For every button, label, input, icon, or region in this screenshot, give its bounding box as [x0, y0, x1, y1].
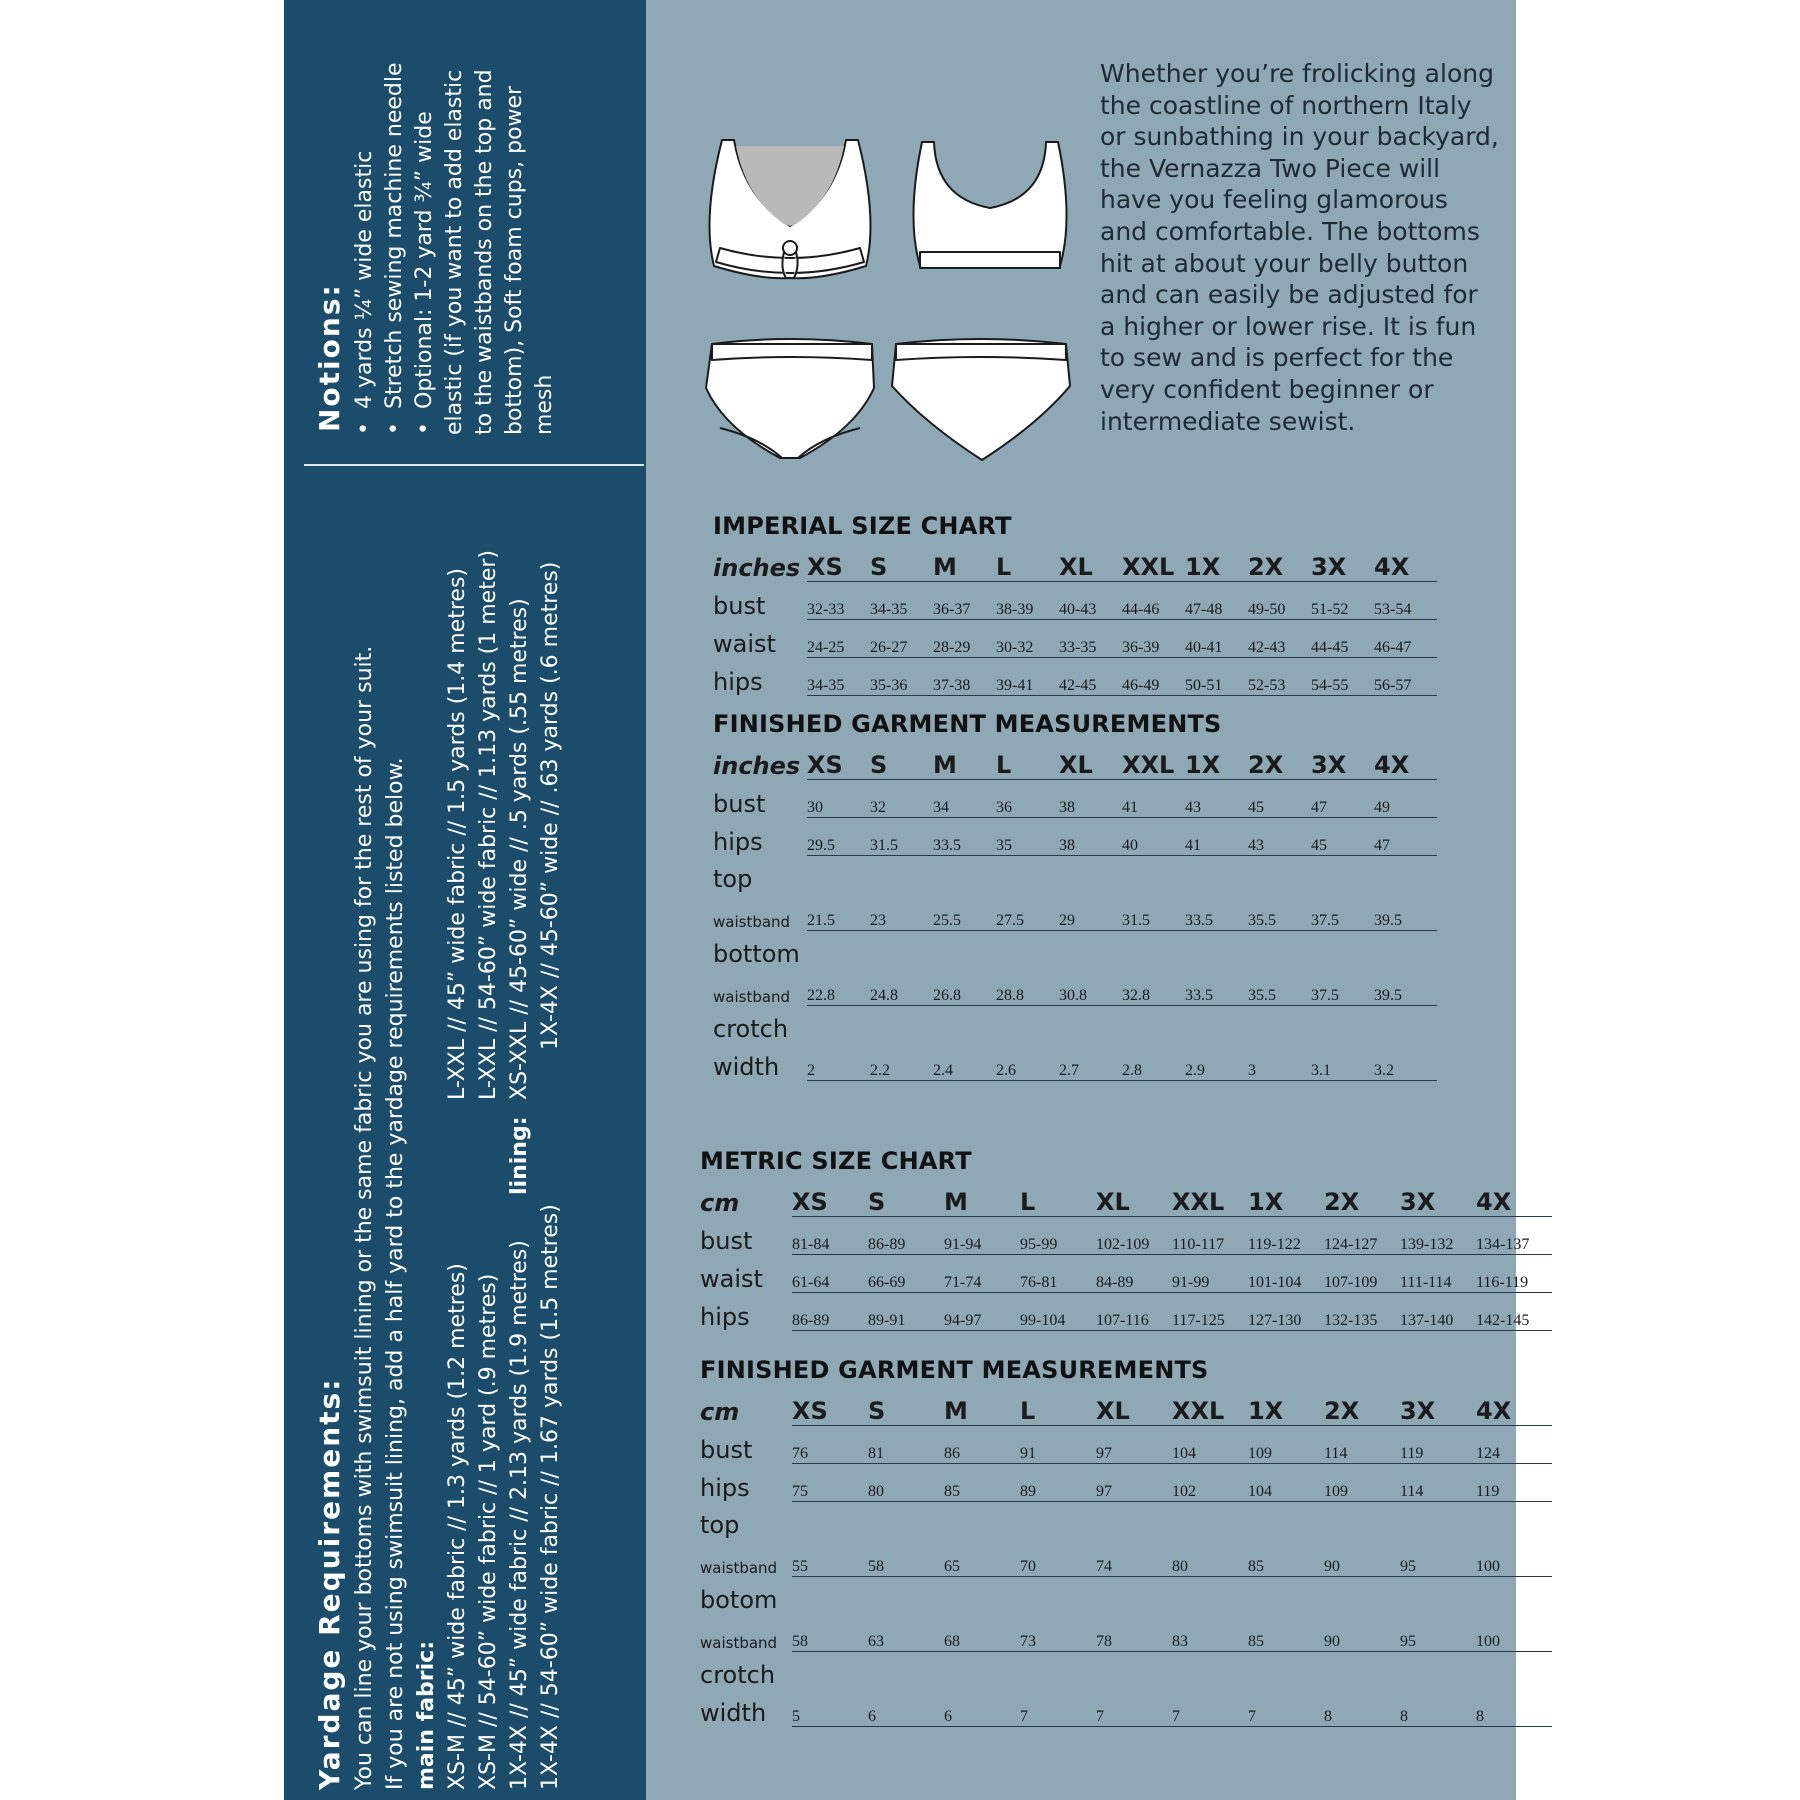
- measurement-value: 3.2: [1374, 1043, 1437, 1081]
- measurement-row: [700, 1217, 1552, 1255]
- measurement-value: 21.5: [807, 893, 870, 931]
- measurement-sublabel: waistband: [700, 1633, 778, 1652]
- measurement-value: 2.4: [933, 1043, 996, 1081]
- measurement-value: 29: [1059, 893, 1122, 931]
- notions-item-continued: to the waistbands on the top and: [472, 69, 497, 435]
- measurement-sublabel: width: [700, 1698, 767, 1727]
- measurement-label: bust: [713, 789, 766, 818]
- measurement-value: 63: [868, 1614, 944, 1652]
- measurement-sublabel: width: [713, 1052, 780, 1081]
- metric-finished-table: [700, 1388, 1552, 1727]
- unit-label: inches: [713, 751, 801, 780]
- size-header-4x: 4X: [1476, 1388, 1552, 1426]
- measurement-value: 37.5: [1311, 968, 1374, 1006]
- imperial-size-table: [713, 544, 1437, 696]
- measurement-value: 6: [944, 1689, 1020, 1727]
- measurement-label: top: [713, 865, 753, 893]
- measurement-label-row: [713, 931, 1437, 969]
- measurement-value: 32: [870, 780, 933, 818]
- size-header-3x: 3X: [1400, 1179, 1476, 1217]
- measurement-row: [700, 1464, 1552, 1502]
- measurement-value: 37.5: [1311, 893, 1374, 931]
- measurement-value: 43: [1185, 780, 1248, 818]
- size-header-row: [713, 742, 1437, 780]
- measurement-value: 5: [792, 1689, 868, 1727]
- measurement-value: 3.1: [1311, 1043, 1374, 1081]
- measurement-value: 91-99: [1172, 1255, 1248, 1293]
- size-header-1x: 1X: [1185, 544, 1248, 582]
- measurement-value: 107-116: [1096, 1293, 1172, 1331]
- measurement-label-row: [700, 1577, 1552, 1615]
- size-header-m: M: [933, 742, 996, 780]
- size-header-2x: 2X: [1248, 742, 1311, 780]
- measurement-value: 85: [1248, 1539, 1324, 1577]
- unit-label: cm: [700, 1188, 740, 1217]
- measurement-label: crotch: [700, 1661, 776, 1689]
- yardage-row: XS-M // 45” wide fabric // 1.3 yards (1.2 metres)L-XXL // 45” wide fabric // 1.5 yards (1.4 metres): [445, 567, 470, 1790]
- measurement-value: 30-32: [996, 620, 1059, 658]
- unit-label: inches: [713, 553, 801, 582]
- metric-size-table: [700, 1179, 1552, 1331]
- measurement-value: 33.5: [1185, 968, 1248, 1006]
- measurement-row: [700, 1293, 1552, 1331]
- measurement-value: 100: [1476, 1539, 1552, 1577]
- measurement-value: 47: [1374, 818, 1437, 856]
- measurement-value: 111-114: [1400, 1255, 1476, 1293]
- notions-title: Notions:: [313, 283, 346, 432]
- measurement-value: 29.5: [807, 818, 870, 856]
- size-header-m: M: [944, 1179, 1020, 1217]
- pattern-description: Whether you’re frolicking along the coastline of northern Italy or sunbathing in your backyard, the Vernazza Two Piece will have you feeling glamorous and comfortable. The bottoms hit at about your belly button and can easily be adjusted for a higher or lower rise. It is fun to sew and is perfect for the very confident beginner or intermediate sewist.: [1100, 59, 1499, 436]
- measurement-label: top: [700, 1511, 740, 1539]
- measurement-value: 31.5: [1122, 893, 1185, 931]
- measurement-value: 73: [1020, 1614, 1096, 1652]
- measurement-value: 34: [933, 780, 996, 818]
- measurement-row: [713, 780, 1437, 818]
- measurement-value: 28-29: [933, 620, 996, 658]
- measurement-value: 86-89: [868, 1217, 944, 1255]
- size-header-row: [700, 1388, 1552, 1426]
- measurement-value: 26.8: [933, 968, 996, 1006]
- measurement-value: 34-35: [807, 658, 870, 696]
- bikini-top-back: [913, 142, 1066, 266]
- size-header-4x: 4X: [1374, 544, 1437, 582]
- size-header-l: L: [1020, 1388, 1096, 1426]
- measurement-label-row: [700, 1652, 1552, 1690]
- size-header-xl: XL: [1096, 1179, 1172, 1217]
- size-header-l: L: [1020, 1179, 1096, 1217]
- measurement-value: 119-122: [1248, 1217, 1324, 1255]
- measurement-value: 2: [807, 1043, 870, 1081]
- measurement-value: 94-97: [944, 1293, 1020, 1331]
- measurement-value: 95: [1400, 1539, 1476, 1577]
- yardage-row: 1X-4X // 54-60” wide fabric // 1.67 yards (1.5 metres)1X-4X // 45-60” wide // .63 yards (.6 metres): [538, 561, 563, 1790]
- size-header-xs: XS: [792, 1388, 868, 1426]
- measurement-row: [700, 1689, 1552, 1727]
- measurement-value: 104: [1172, 1426, 1248, 1464]
- size-header-xl: XL: [1096, 1388, 1172, 1426]
- size-header-2x: 2X: [1324, 1179, 1400, 1217]
- measurement-value: 99-104: [1020, 1293, 1096, 1331]
- size-header-row: [713, 544, 1437, 582]
- measurement-value: 100: [1476, 1614, 1552, 1652]
- measurement-value: 35: [996, 818, 1059, 856]
- measurement-sublabel: waistband: [713, 912, 791, 931]
- yardage-row: XS-M // 54-60” wide fabric // 1 yard (.9 metres)L-XXL // 54-60” wide fabric // 1.13 yards (1 meter): [476, 550, 501, 1790]
- size-header-1x: 1X: [1248, 1179, 1324, 1217]
- measurement-value: 46-47: [1374, 620, 1437, 658]
- measurement-value: 32.8: [1122, 968, 1185, 1006]
- measurement-label: waist: [713, 629, 776, 658]
- measurement-value: 49: [1374, 780, 1437, 818]
- notions-item-continued: bottom), Soft foam cups, power: [502, 85, 527, 435]
- measurement-row: [713, 620, 1437, 658]
- measurement-value: 8: [1476, 1689, 1552, 1727]
- size-header-xxl: XXL: [1172, 1179, 1248, 1217]
- size-header-2x: 2X: [1324, 1388, 1400, 1426]
- measurement-value: 6: [868, 1689, 944, 1727]
- measurement-value: 134-137: [1476, 1217, 1552, 1255]
- measurement-value: 139-132: [1400, 1217, 1476, 1255]
- size-header-xs: XS: [807, 742, 870, 780]
- measurement-value: 7: [1172, 1689, 1248, 1727]
- measurement-value: 41: [1122, 780, 1185, 818]
- yardage-title: Yardage Requirements:: [313, 1377, 346, 1790]
- measurement-label-row: [713, 1006, 1437, 1044]
- measurement-value: 32-33: [807, 582, 870, 620]
- size-header-1x: 1X: [1248, 1388, 1324, 1426]
- unit-label: cm: [700, 1397, 740, 1426]
- imperial-size-chart-title: IMPERIAL SIZE CHART: [713, 512, 1012, 540]
- measurement-value: 119: [1400, 1426, 1476, 1464]
- measurement-value: 85: [1248, 1614, 1324, 1652]
- measurement-value: 46-49: [1122, 658, 1185, 696]
- measurement-value: 76: [792, 1426, 868, 1464]
- measurement-value: 24.8: [870, 968, 933, 1006]
- measurement-value: 86-89: [792, 1293, 868, 1331]
- measurement-label: bust: [700, 1226, 753, 1255]
- measurement-value: 35.5: [1248, 968, 1311, 1006]
- measurement-value: 90: [1324, 1539, 1400, 1577]
- yardage-body: [352, 550, 569, 1790]
- measurement-value: 31.5: [870, 818, 933, 856]
- measurement-value: 25.5: [933, 893, 996, 931]
- measurement-value: 91: [1020, 1426, 1096, 1464]
- size-header-xs: XS: [792, 1179, 868, 1217]
- measurement-value: 61-64: [792, 1255, 868, 1293]
- measurement-row: [700, 1614, 1552, 1652]
- notions-list: [352, 62, 562, 435]
- measurement-value: 104: [1248, 1464, 1324, 1502]
- measurement-value: 34-35: [870, 582, 933, 620]
- imperial-finished-title: FINISHED GARMENT MEASUREMENTS: [713, 710, 1222, 738]
- measurement-row: [700, 1255, 1552, 1293]
- measurement-label-row: [713, 856, 1437, 894]
- measurement-value: 80: [1172, 1539, 1248, 1577]
- measurement-value: 97: [1096, 1426, 1172, 1464]
- measurement-value: 119: [1476, 1464, 1552, 1502]
- measurement-value: 2.2: [870, 1043, 933, 1081]
- measurement-value: 38: [1059, 818, 1122, 856]
- measurement-value: 28.8: [996, 968, 1059, 1006]
- measurement-value: 26-27: [870, 620, 933, 658]
- measurement-value: 124: [1476, 1426, 1552, 1464]
- measurement-value: 39-41: [996, 658, 1059, 696]
- measurement-row: [700, 1426, 1552, 1464]
- measurement-value: 74: [1096, 1539, 1172, 1577]
- measurement-value: 44-45: [1311, 620, 1374, 658]
- size-header-m: M: [944, 1388, 1020, 1426]
- measurement-value: 24-25: [807, 620, 870, 658]
- measurement-value: 22.8: [807, 968, 870, 1006]
- measurement-value: 41: [1185, 818, 1248, 856]
- measurement-value: 3: [1248, 1043, 1311, 1081]
- measurement-value: 7: [1248, 1689, 1324, 1727]
- measurement-value: 33-35: [1059, 620, 1122, 658]
- measurement-value: 102: [1172, 1464, 1248, 1502]
- measurement-value: 2.9: [1185, 1043, 1248, 1081]
- measurement-value: 30: [807, 780, 870, 818]
- measurement-value: 142-145: [1476, 1293, 1552, 1331]
- measurement-value: 2.8: [1122, 1043, 1185, 1081]
- measurement-value: 51-52: [1311, 582, 1374, 620]
- measurement-value: 7: [1096, 1689, 1172, 1727]
- yardage-intro: If you are not using swimsuit lining, add a half yard to the yardage requirements listed below.: [383, 757, 408, 1790]
- size-header-1x: 1X: [1185, 742, 1248, 780]
- measurement-value: 66-69: [868, 1255, 944, 1293]
- size-header-xxl: XXL: [1172, 1388, 1248, 1426]
- size-header-l: L: [996, 544, 1059, 582]
- measurement-value: 84-89: [1096, 1255, 1172, 1293]
- measurement-value: 95: [1400, 1614, 1476, 1652]
- measurement-value: 68: [944, 1614, 1020, 1652]
- measurement-value: 109: [1324, 1464, 1400, 1502]
- measurement-value: 30.8: [1059, 968, 1122, 1006]
- measurement-row: [713, 968, 1437, 1006]
- measurement-value: 55: [792, 1539, 868, 1577]
- measurement-value: 40-43: [1059, 582, 1122, 620]
- measurement-value: 89: [1020, 1464, 1096, 1502]
- measurement-value: 54-55: [1311, 658, 1374, 696]
- size-header-xl: XL: [1059, 544, 1122, 582]
- measurement-value: 65: [944, 1539, 1020, 1577]
- measurement-value: 42-43: [1248, 620, 1311, 658]
- measurement-value: 114: [1400, 1464, 1476, 1502]
- measurement-label: crotch: [713, 1015, 789, 1043]
- measurement-value: 86: [944, 1426, 1020, 1464]
- measurement-row: [713, 893, 1437, 931]
- measurement-value: 35-36: [870, 658, 933, 696]
- measurement-label: waist: [700, 1264, 763, 1293]
- measurement-label: bottom: [713, 940, 800, 968]
- measurement-value: 44-46: [1122, 582, 1185, 620]
- measurement-value: 38-39: [996, 582, 1059, 620]
- measurement-value: 36-39: [1122, 620, 1185, 658]
- size-header-s: S: [870, 544, 933, 582]
- size-header-xl: XL: [1059, 742, 1122, 780]
- size-header-4x: 4X: [1374, 742, 1437, 780]
- measurement-value: 91-94: [944, 1217, 1020, 1255]
- notions-item: •Optional: 1-2 yard ¾” wide: [412, 111, 437, 435]
- metric-finished-title: FINISHED GARMENT MEASUREMENTS: [700, 1356, 1209, 1384]
- measurement-value: 45: [1311, 818, 1374, 856]
- measurement-row: [713, 658, 1437, 696]
- measurement-value: 43: [1248, 818, 1311, 856]
- measurement-label: hips: [713, 667, 763, 696]
- measurement-value: 81-84: [792, 1217, 868, 1255]
- measurement-sublabel: waistband: [700, 1558, 778, 1577]
- size-header-l: L: [996, 742, 1059, 780]
- size-header-3x: 3X: [1311, 544, 1374, 582]
- measurement-value: 2.7: [1059, 1043, 1122, 1081]
- measurement-label: hips: [700, 1473, 750, 1502]
- notions-item-continued: mesh: [532, 374, 557, 435]
- size-header-3x: 3X: [1311, 742, 1374, 780]
- measurement-value: 49-50: [1248, 582, 1311, 620]
- measurement-value: 50-51: [1185, 658, 1248, 696]
- size-header-xs: XS: [807, 544, 870, 582]
- measurement-value: 110-117: [1172, 1217, 1248, 1255]
- measurement-value: 83: [1172, 1614, 1248, 1652]
- measurement-value: 95-99: [1020, 1217, 1096, 1255]
- measurement-value: 124-127: [1324, 1217, 1400, 1255]
- measurement-value: 107-109: [1324, 1255, 1400, 1293]
- notions-item-continued: elastic (if you want to add elastic: [442, 69, 467, 435]
- measurement-value: 45: [1248, 780, 1311, 818]
- measurement-value: 47-48: [1185, 582, 1248, 620]
- measurement-value: 23: [870, 893, 933, 931]
- measurement-value: 2.6: [996, 1043, 1059, 1081]
- yardage-row: 1X-4X // 45” wide fabric // 2.13 yards (1.9 metres)lining:XS-XXL // 45-60” wide // .5 yards (.55 metres): [507, 598, 532, 1790]
- measurement-value: 52-53: [1248, 658, 1311, 696]
- size-header-4x: 4X: [1476, 1179, 1552, 1217]
- measurement-value: 90: [1324, 1614, 1400, 1652]
- measurement-label: hips: [713, 827, 763, 856]
- metric-size-chart-title: METRIC SIZE CHART: [700, 1147, 972, 1175]
- notions-item: •Stretch sewing machine needle: [382, 62, 407, 435]
- measurement-label: bust: [713, 591, 766, 620]
- measurement-value: 116-119: [1476, 1255, 1552, 1293]
- measurement-value: 33.5: [1185, 893, 1248, 931]
- measurement-value: 36-37: [933, 582, 996, 620]
- measurement-label-row: [700, 1502, 1552, 1540]
- measurement-value: 80: [868, 1464, 944, 1502]
- measurement-value: 78: [1096, 1614, 1172, 1652]
- measurement-value: 117-125: [1172, 1293, 1248, 1331]
- measurement-value: 76-81: [1020, 1255, 1096, 1293]
- measurement-value: 33.5: [933, 818, 996, 856]
- measurement-value: 101-104: [1248, 1255, 1324, 1293]
- measurement-value: 109: [1248, 1426, 1324, 1464]
- size-header-s: S: [870, 742, 933, 780]
- measurement-value: 8: [1324, 1689, 1400, 1727]
- measurement-value: 27.5: [996, 893, 1059, 931]
- measurement-value: 40: [1122, 818, 1185, 856]
- measurement-row: [713, 1043, 1437, 1081]
- measurement-value: 36: [996, 780, 1059, 818]
- measurement-value: 8: [1400, 1689, 1476, 1727]
- size-header-3x: 3X: [1400, 1388, 1476, 1426]
- measurement-value: 58: [792, 1614, 868, 1652]
- measurement-value: 38: [1059, 780, 1122, 818]
- measurement-row: [700, 1539, 1552, 1577]
- measurement-value: 53-54: [1374, 582, 1437, 620]
- size-header-m: M: [933, 544, 996, 582]
- measurement-label: botom: [700, 1586, 778, 1614]
- measurement-value: 70: [1020, 1539, 1096, 1577]
- notions-item: •4 yards ¼” wide elastic: [352, 150, 377, 435]
- measurement-value: 71-74: [944, 1255, 1020, 1293]
- measurement-label: bust: [700, 1435, 753, 1464]
- measurement-value: 58: [868, 1539, 944, 1577]
- measurement-label: hips: [700, 1302, 750, 1331]
- sidebar-divider: [304, 464, 644, 466]
- yardage-main-label: main fabric:: [414, 1640, 439, 1790]
- measurement-value: 37-38: [933, 658, 996, 696]
- measurement-value: 81: [868, 1426, 944, 1464]
- size-header-row: [700, 1179, 1552, 1217]
- measurement-value: 75: [792, 1464, 868, 1502]
- measurement-value: 85: [944, 1464, 1020, 1502]
- measurement-value: 47: [1311, 780, 1374, 818]
- size-header-xxl: XXL: [1122, 742, 1185, 780]
- measurement-row: [713, 582, 1437, 620]
- measurement-value: 35.5: [1248, 893, 1311, 931]
- size-header-xxl: XXL: [1122, 544, 1185, 582]
- size-header-s: S: [868, 1388, 944, 1426]
- size-header-s: S: [868, 1179, 944, 1217]
- measurement-value: 42-45: [1059, 658, 1122, 696]
- measurement-value: 89-91: [868, 1293, 944, 1331]
- swimsuit-illustration: [700, 128, 1100, 468]
- measurement-sublabel: waistband: [713, 987, 791, 1006]
- measurement-value: 114: [1324, 1426, 1400, 1464]
- measurement-row: [713, 818, 1437, 856]
- measurement-value: 97: [1096, 1464, 1172, 1502]
- size-header-2x: 2X: [1248, 544, 1311, 582]
- measurement-value: 39.5: [1374, 893, 1437, 931]
- measurement-value: 102-109: [1096, 1217, 1172, 1255]
- yardage-intro: You can line your bottoms with swimsuit lining or the same fabric you are using for the rest of your suit.: [352, 645, 377, 1790]
- measurement-value: 40-41: [1185, 620, 1248, 658]
- measurement-value: 127-130: [1248, 1293, 1324, 1331]
- measurement-value: 132-135: [1324, 1293, 1400, 1331]
- measurement-value: 56-57: [1374, 658, 1437, 696]
- measurement-value: 39.5: [1374, 968, 1437, 1006]
- measurement-value: 137-140: [1400, 1293, 1476, 1331]
- measurement-value: 7: [1020, 1689, 1096, 1727]
- imperial-finished-table: [713, 742, 1437, 1081]
